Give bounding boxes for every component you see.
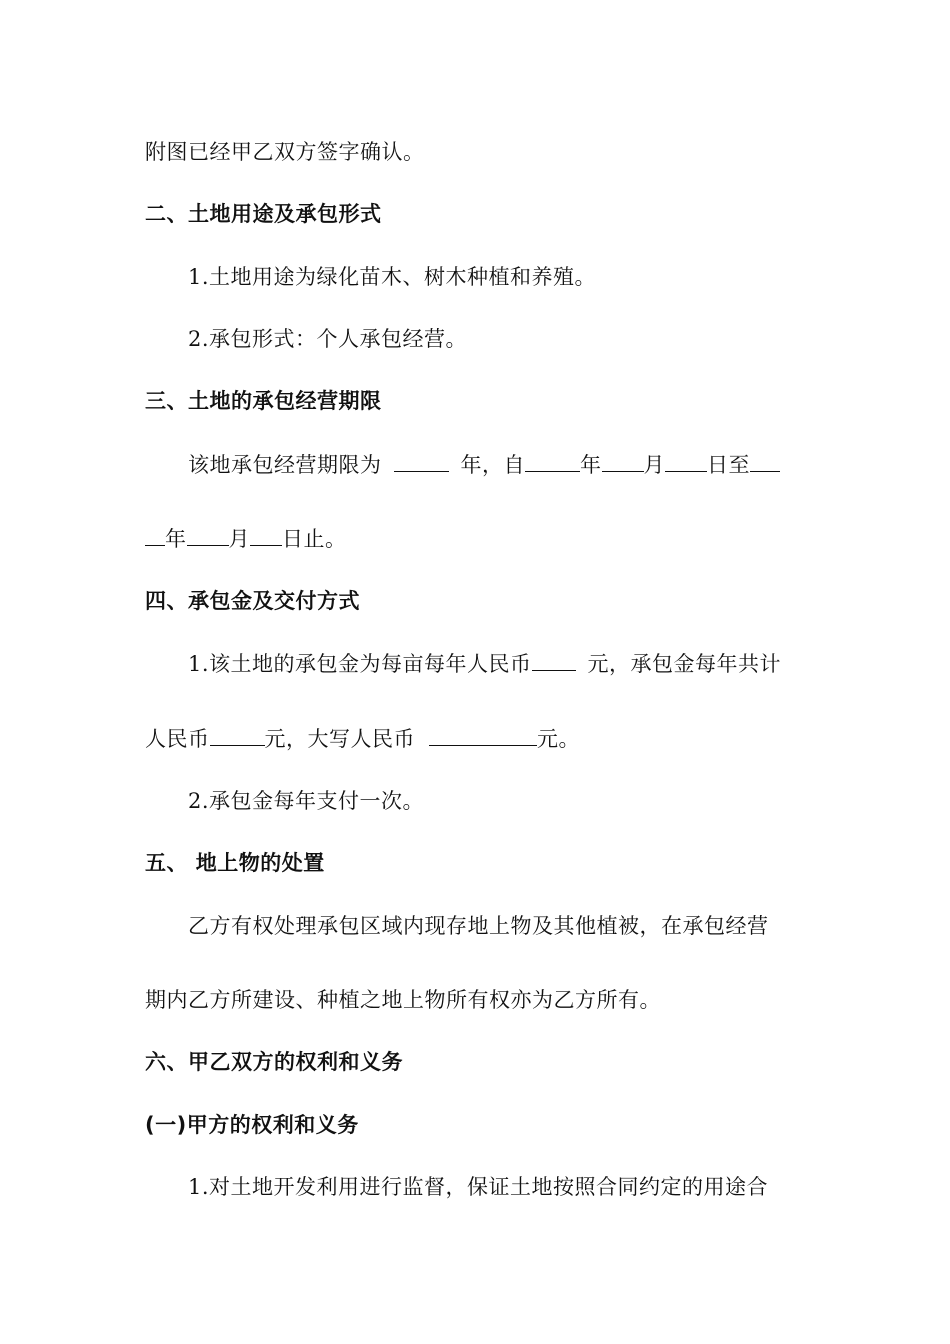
end-year-blank-part-1	[750, 451, 780, 472]
paragraph-fee-payment: 2.承包金每年支付一次。	[188, 789, 425, 813]
term-text-h: 日止。	[282, 527, 347, 551]
subsection-heading-party-a: (一)甲方的权利和义务	[145, 1113, 359, 1137]
paragraph-ground-objects-line-2: 期内乙方所建设、种植之地上物所有权亦为乙方所有。	[145, 988, 661, 1012]
term-text-c: 年	[580, 453, 602, 477]
paragraph-land-use: 1.土地用途为绿化苗木、树木种植和养殖。	[188, 265, 597, 289]
paragraph-term-line-2	[145, 524, 347, 554]
paragraph-term-line-1	[188, 450, 780, 480]
fee-text-e: 元。	[537, 727, 580, 751]
term-text-d: 月	[643, 453, 665, 477]
start-month-blank	[602, 451, 644, 472]
term-text-e: 日至	[707, 453, 750, 477]
section-heading-fee: 四、承包金及交付方式	[145, 589, 360, 613]
paragraph-fee-line-2	[145, 724, 580, 754]
section-heading-ground-objects: 五、 地上物的处置	[145, 851, 325, 875]
fee-per-mu-blank	[532, 650, 576, 671]
section-heading-land-use: 二、土地用途及承包形式	[145, 202, 382, 226]
fee-text-b: 元，承包金每年共计	[587, 652, 782, 676]
paragraph-attachment-confirmation: 附图已经甲乙双方签字确认。	[145, 140, 425, 164]
term-text-g: 月	[228, 527, 250, 551]
fee-text-d: 元，大写人民币	[264, 727, 415, 751]
end-year-blank-part-2	[145, 525, 165, 546]
section-heading-rights-obligations: 六、甲乙双方的权利和义务	[145, 1050, 403, 1074]
end-day-blank	[250, 525, 282, 546]
term-text-a: 该地承包经营期限为	[188, 453, 382, 477]
fee-uppercase-blank	[429, 725, 537, 746]
paragraph-ground-objects-line-1: 乙方有权处理承包区域内现存地上物及其他植被，在承包经营	[188, 914, 769, 938]
paragraph-party-a-supervision: 1.对土地开发利用进行监督，保证土地按照合同约定的用途合	[188, 1175, 769, 1199]
end-month-blank	[187, 525, 229, 546]
start-year-blank	[525, 451, 580, 472]
fee-text-c: 人民币	[145, 727, 210, 751]
paragraph-fee-line-1	[188, 649, 781, 679]
term-text-f: 年	[165, 527, 187, 551]
paragraph-contract-form: 2.承包形式：个人承包经营。	[188, 327, 468, 351]
term-years-blank	[394, 451, 449, 472]
fee-total-blank	[210, 725, 265, 746]
term-text-b: 年，自	[460, 453, 525, 477]
start-day-blank	[665, 451, 707, 472]
section-heading-term: 三、土地的承包经营期限	[145, 389, 382, 413]
fee-text-a: 1.该土地的承包金为每亩每年人民币	[188, 652, 532, 676]
